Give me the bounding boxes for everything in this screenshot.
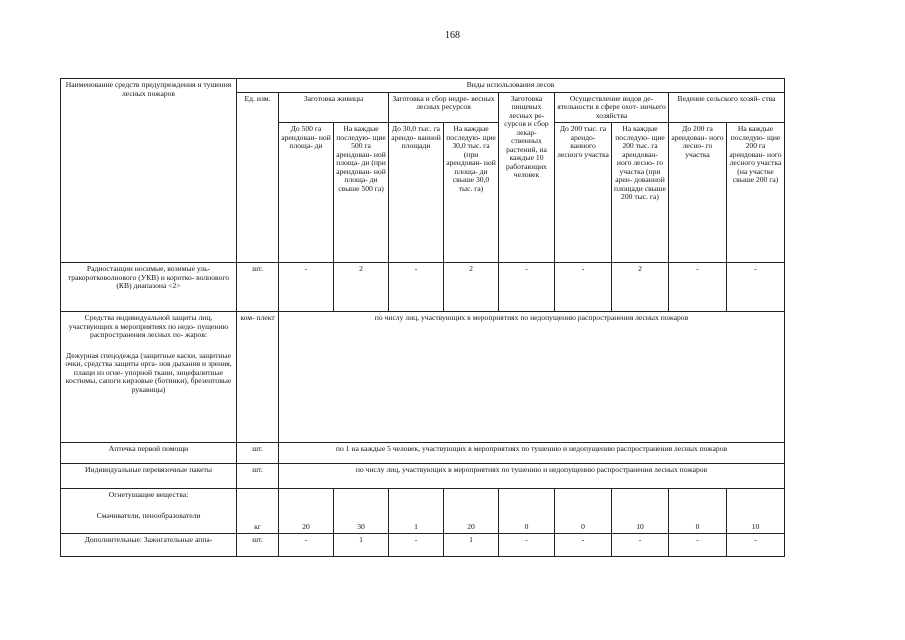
cell-value: - [279,263,334,312]
row-name: Дополнительные: Зажигательные аппа- [61,534,237,557]
cell-value: 10 [727,489,785,534]
cell-value: 0 [499,489,555,534]
cell-value: - [555,263,612,312]
cell-value: - [499,263,555,312]
merged-value: по числу лиц, участвующих в мероприятиях по тушению и недопущению распространения лесных пожаров [279,464,785,489]
cell-value: - [555,534,612,557]
table-row [61,489,785,534]
row-unit: шт. [237,534,279,557]
table-row [61,534,785,557]
sub-agri-a: До 200 га арендован- ного лесно- го участка [669,123,727,263]
sub-hunting-b: На каждые последую- щие 200 тыс. га арендован- ного лесно- го участка (при арен- дованной площади свыше 200 тыс. га) [612,123,669,263]
merged-value: по числу лиц, участвующих в мероприятиях по недопущению распространения лесных пожаров [279,312,785,443]
sub-agri-b: На каждые последую- щие 200 га арендован- ного лесного участка (на участке свыше 200 га) [727,123,785,263]
row-unit: шт. [237,443,279,464]
row-unit: шт. [237,263,279,312]
table-row [61,443,785,464]
row-unit: кг [237,489,279,534]
cell-value: 0 [555,489,612,534]
cell-value: - [499,534,555,557]
header-row-1 [61,79,785,93]
header-hunting: Осуществление видов де- ятельности в сфере охот- ничьего хозяйства [555,92,669,123]
cell-value: 10 [612,489,669,534]
cell-value: - [389,534,444,557]
sub-resin-b: На каждые последую- щие 500 га арендован- ной площа- ди (при арендован- ной площа- ди свыше 500 га) [334,123,389,263]
cell-value: 20 [279,489,334,534]
cell-value: 30 [334,489,389,534]
header-resin: Заготовка живицы [279,92,389,123]
cell-value: 2 [444,263,499,312]
cell-value: - [389,263,444,312]
header-unit: Ед. изм. [237,92,279,263]
header-name-column: Наименование средств предупреждения и тушения лесных пожаров [61,79,237,263]
cell-value: 1 [444,534,499,557]
header-agriculture: Ведение сельского хозяй- ства [669,92,785,123]
header-nonwood: Заготовка и сбор недре- весных лесных ресурсов [389,92,499,123]
cell-value: - [669,263,727,312]
row-name-intro: Огнетушащие вещества: [108,490,189,499]
page-number: 168 [445,30,460,41]
row-name: Аптечка первой помощи [61,443,237,464]
row-name-detail: Дежурная спецодежда (защитные каски, защитные очки, средства защиты орга- нов дыхания и зрения, плащи из огне- упорной ткани, энцефалитные костюмы, сапоги кирзовые (ботинки), брезентовые рукавицы) [65,350,232,394]
header-usage-group: Виды использования лесов [237,79,785,93]
merged-value: по 1 на каждые 5 человек, участвующих в мероприятиях по тушению и недопущению распространения лесных пожаров [279,443,785,464]
row-name [61,312,237,443]
cell-value: 2 [334,263,389,312]
row-unit: ком- плект [237,312,279,443]
cell-value: - [669,534,727,557]
row-name-intro: Средства индивидуальной защиты лиц, участвующих в мероприятиях по недо- пущению распространения лесных по- жаров: [68,313,229,339]
cell-value: - [279,534,334,557]
cell-value: 1 [389,489,444,534]
cell-value: - [727,534,785,557]
cell-value: - [727,263,785,312]
table-row [61,464,785,489]
sub-resin-a: До 500 га арендован- ной площа- ди [279,123,334,263]
cell-value: - [612,534,669,557]
fire-equipment-table [60,78,785,557]
row-name: Радиостанции носимые, возимые уль- тракоротковолнового (УКВ) и коротко- волнового (КВ) диапазона <2> [61,263,237,312]
sub-hunting-a: До 200 тыс. га арендо- ванного лесного участка [555,123,612,263]
sub-nonwood-b: На каждые последую- щие 30,0 тыс. га (при арендован- ной площа- ди свыше 30,0 тыс. га) [444,123,499,263]
table-row [61,312,785,443]
cell-value: 2 [612,263,669,312]
row-name [61,489,237,534]
row-name-detail: Смачиватели, пенообразователи [96,510,201,520]
cell-value: 1 [334,534,389,557]
header-food: Заготовка пищевых лесных ре- сурсов и сбор лекар- ственных растений, на каждые 10 работающих человек [499,92,555,263]
sub-nonwood-a: До 30,0 тыс. га арендо- ванной площади [389,123,444,263]
row-unit: шт. [237,464,279,489]
row-name: Индивидуальные перевязочные пакеты [61,464,237,489]
cell-value: 20 [444,489,499,534]
table-row [61,263,785,312]
cell-value: 0 [669,489,727,534]
